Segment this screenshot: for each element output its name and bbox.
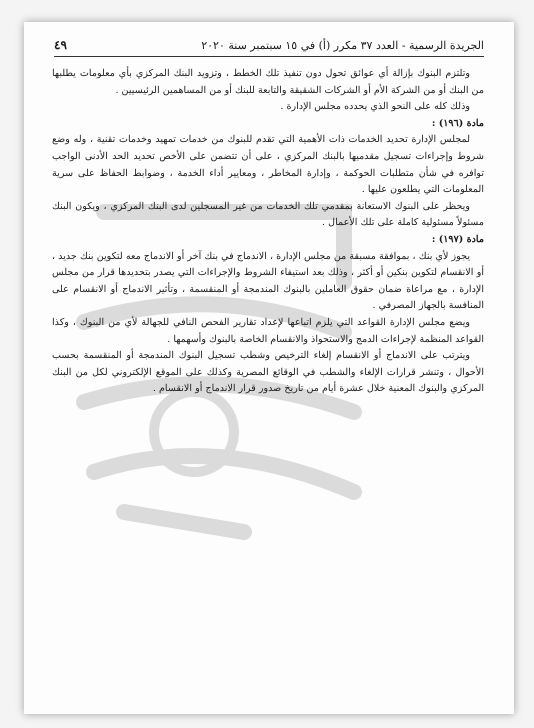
- article-197-consequences: ويترتب على الاندماج أو الانقسام إلغاء الترخيص وشطب تسجيل البنوك المندمجة أو المنقسمة بحسب الأحوال ، وتنشر قرارات الإلغاء والشطب في الوقائع المصرية وكذلك على الموقع الإلكتروني لكل من البنك المركزي والبنوك المعنية خلال عشرة أيام من تاريخ صدور قرار الاندماج أو الانقسام .: [52, 350, 484, 395]
- article-197-rules: ويضع مجلس الإدارة القواعد التي يلزم اتباعها لإعداد تقارير الفحص النافي للجهالة لأي من البنوك ، وكذا القواعد المنظمة لإجراءات الدمج والاستحواذ والانقسام الخاصة بالبنوك وأسهمها .: [52, 316, 484, 345]
- page-number: ٤٩: [54, 38, 67, 52]
- article-197-heading: مادة (١٩٧) :: [431, 233, 484, 245]
- page-header: [54, 38, 484, 57]
- article-196-heading: مادة (١٩٦) :: [431, 117, 484, 129]
- paragraph-board-note: وذلك كله على النحو الذي يحدده مجلس الإدارة .: [280, 101, 470, 113]
- article-196-body: لمجلس الإدارة تحديد الخدمات ذات الأهمية التي تقدم للبنوك من خدمات تمهيد وخدمات تقنية ، وله وضع شروط وإجراءات تسجيل مقدميها بالبنك المركزي ، على أن تتضمن على الأخص تحديد الحد الأدنى الواجب توافره في شأن متطلبات الحوكمة ، وإدارة المخاطر ، ومعايير أداء الخدمة ، وضوابط الحفاظ على سرية المعلومات التي يطلعون عليها .: [52, 134, 484, 196]
- article-196-prohibition: ويحظر على البنوك الاستعانة بمقدمي تلك الخدمات من غير المسجلين لدى البنك المركزي ، ويكون البنك مسئولاً مسئولية كاملة على تلك الأعمال .: [52, 200, 484, 229]
- paragraph-intro: وتلتزم البنوك بإزالة أي عوائق تحول دون تنفيذ تلك الخطط ، وتزويد البنك المركزي بأي معلومات يطلبها من البنك أو من الشركة الأم أو الشركات الشقيقة والتابعة للبنك أو من المساهمين الرئيسيين .: [52, 68, 484, 96]
- document-body: [52, 66, 484, 398]
- gazette-title: الجريدة الرسمية - العدد ٣٧ مكرر (أ) في ١٥ سبتمبر سنة ٢٠٢٠: [201, 39, 484, 52]
- document-page: [24, 22, 514, 714]
- article-197-body: يجوز لأي بنك ، بموافقة مسبقة من مجلس الإدارة ، الاندماج في بنك آخر أو الاندماج معه لتكوين بنك جديد ، أو الانقسام لتكوين بنكين أو أكثر ، وذلك بعد استيفاء الشروط والإجراءات التي يصدر بتحديدها قرار من مجلس الإدارة ، مع مراعاة ضمان حقوق العاملين بالبنوك المندمجة أو المنقسمة ، وتأثير الاندماج أو الانقسام على المنافسة بالجهاز المصرفي .: [52, 250, 484, 312]
